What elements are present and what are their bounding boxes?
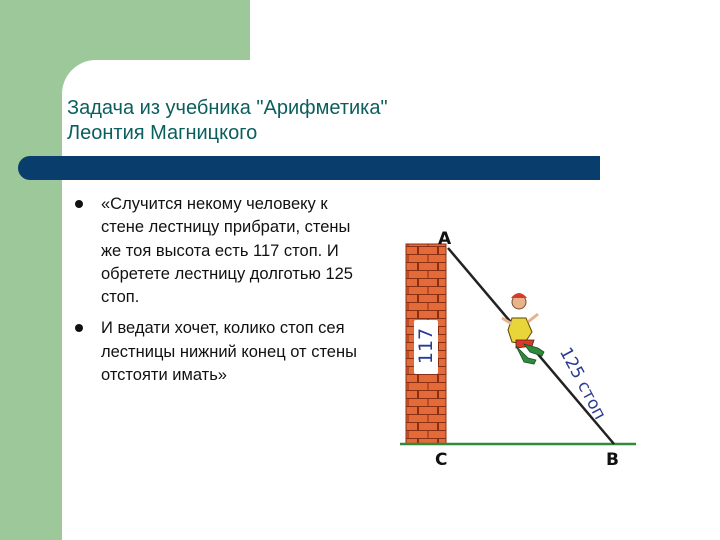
bullet-icon [75, 200, 83, 208]
bullet-text-2: И ведати хочет, колико стоп сея лестницы нижний конец от стены отстояти имать» [101, 319, 357, 385]
slide-title-line-2: Леонтия Магницкого [67, 122, 258, 144]
list-item [72, 317, 362, 387]
wall-height-label: 117 [415, 327, 437, 365]
bullet-icon [75, 324, 83, 332]
slide-title [67, 96, 587, 146]
climber-figure [502, 293, 544, 364]
point-a-label: A [438, 229, 452, 249]
slide-title-line-1: Задача из учебника "Арифметика" [67, 97, 388, 119]
problem-text-list [72, 193, 362, 395]
list-item [72, 193, 362, 309]
bullet-text-1: «Случится некому человеку к стене лестницу прибрати, стены же тоя высота есть 117 стоп. И обретете лестницу долготью 125 стоп. [101, 195, 353, 307]
point-c-label: C [435, 450, 448, 470]
ladder-illustration [398, 222, 642, 472]
ladder-length-label: 125 стоп [555, 344, 610, 424]
title-divider [18, 156, 600, 180]
point-b-label: B [606, 450, 619, 470]
